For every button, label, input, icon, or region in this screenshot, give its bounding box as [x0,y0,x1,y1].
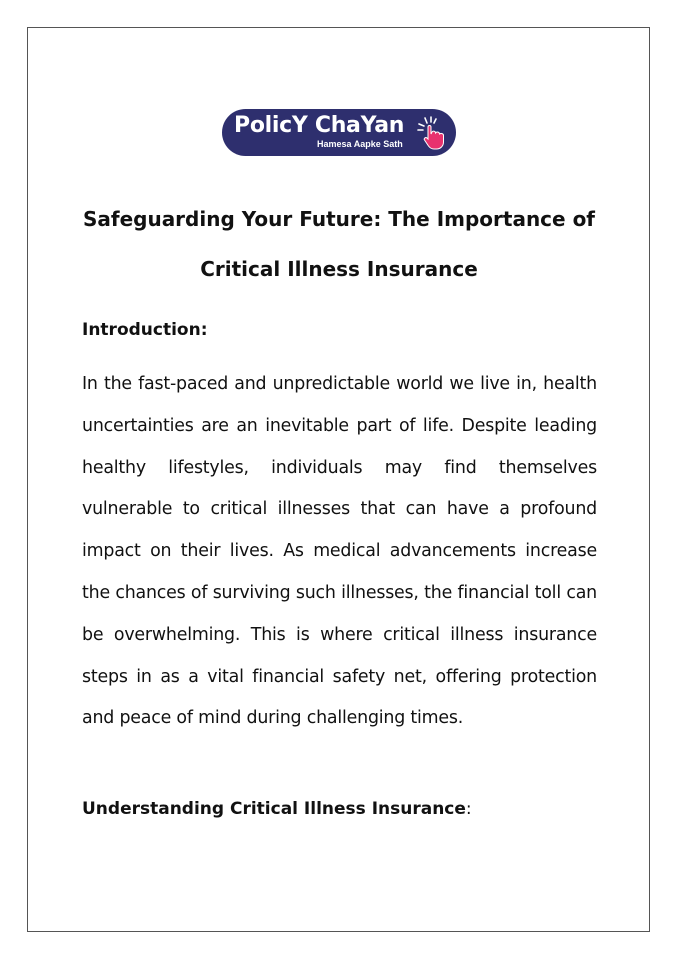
understanding-heading [82,799,472,819]
introduction-paragraph: In the fast-paced and unpredictable world we live in, health uncertainties are an inevitable part of life. Despite leading healthy lifestyles, individuals may find themselves vulnerable to critical illnesses that can have a profound impact on their lives. As medical advancements increase the chances of surviving such illnesses, the financial toll can be overwhelming. This is where critical illness insurance steps in as a vital financial safety net, offering protection and peace of mind during challenging times. [82,374,597,729]
pointing-hand-click-icon [416,115,448,151]
document-title-line-2: Critical Illness Insurance [200,257,478,281]
understanding-heading-text: Understanding Critical Illness Insurance [82,799,466,819]
logo-tagline: Hamesa Aapke Sath [317,139,403,149]
brand-logo [222,109,456,156]
understanding-heading-colon: : [465,799,472,819]
introduction-heading: Introduction: [82,320,208,340]
logo-brand-name: PolicY ChaYan [234,113,405,138]
document-title-line-1: Safeguarding Your Future: The Importance of [82,207,596,231]
